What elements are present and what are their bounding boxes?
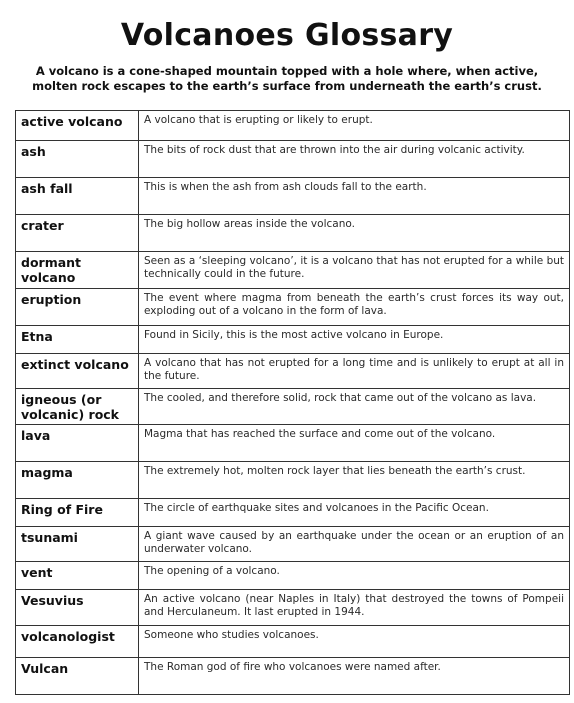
glossary-term: Etna	[16, 326, 139, 354]
glossary-row	[16, 111, 570, 141]
glossary-definition: A volcano that has not erupted for a long time and is unlikely to erupt at all in the future.	[139, 354, 570, 389]
glossary-term: igneous (or volcanic) rock	[16, 389, 139, 425]
glossary-row	[16, 141, 570, 178]
glossary-definition: The extremely hot, molten rock layer that lies beneath the earth’s crust.	[139, 462, 570, 499]
glossary-row	[16, 499, 570, 527]
glossary-row	[16, 527, 570, 562]
glossary-term: Ring of Fire	[16, 499, 139, 527]
glossary-definition: Someone who studies volcanoes.	[139, 626, 570, 658]
glossary-definition: Magma that has reached the surface and come out of the volcano.	[139, 425, 570, 462]
glossary-definition: The Roman god of fire who volcanoes were named after.	[139, 658, 570, 695]
glossary-definition: The circle of earthquake sites and volcanoes in the Pacific Ocean.	[139, 499, 570, 527]
glossary-definition: A giant wave caused by an earthquake under the ocean or an eruption of an underwater volcano.	[139, 527, 570, 562]
glossary-row	[16, 215, 570, 252]
glossary-term: ash	[16, 141, 139, 178]
page-title: Volcanoes Glossary	[120, 18, 454, 53]
glossary-definition: The big hollow areas inside the volcano.	[139, 215, 570, 252]
glossary-row	[16, 626, 570, 658]
glossary-definition: The bits of rock dust that are thrown into the air during volcanic activity.	[139, 141, 570, 178]
glossary-definition: An active volcano (near Naples in Italy) that destroyed the towns of Pompeii and Herculaneum. It last erupted in 1944.	[139, 590, 570, 626]
glossary-table	[15, 110, 570, 695]
glossary-definition: Found in Sicily, this is the most active volcano in Europe.	[139, 326, 570, 354]
glossary-row	[16, 590, 570, 626]
glossary-term: active volcano	[16, 111, 139, 141]
glossary-row	[16, 252, 570, 289]
glossary-term: Vulcan	[16, 658, 139, 695]
glossary-term: extinct volcano	[16, 354, 139, 389]
page-subtitle: A volcano is a cone-shaped mountain topped with a hole where, when active, molten rock escapes to the earth’s surface from underneath the earth’s crust.	[32, 64, 542, 93]
glossary-definition: Seen as a ‘sleeping volcano’, it is a volcano that has not erupted for a while but technically could in the future.	[139, 252, 570, 289]
glossary-definition: A volcano that is erupting or likely to erupt.	[139, 111, 570, 141]
glossary-term: eruption	[16, 289, 139, 326]
glossary-row	[16, 289, 570, 326]
glossary-term: magma	[16, 462, 139, 499]
glossary-row	[16, 462, 570, 499]
glossary-row	[16, 562, 570, 590]
glossary-term: vent	[16, 562, 139, 590]
glossary-row	[16, 326, 570, 354]
glossary-term: dormant volcano	[16, 252, 139, 289]
glossary-row	[16, 354, 570, 389]
glossary-definition: The cooled, and therefore solid, rock that came out of the volcano as lava.	[139, 389, 570, 425]
glossary-term: Vesuvius	[16, 590, 139, 626]
glossary-term: volcanologist	[16, 626, 139, 658]
glossary-term: lava	[16, 425, 139, 462]
glossary-definition: This is when the ash from ash clouds fall to the earth.	[139, 178, 570, 215]
glossary-row	[16, 178, 570, 215]
glossary-term: tsunami	[16, 527, 139, 562]
glossary-row	[16, 389, 570, 425]
glossary-row	[16, 658, 570, 695]
glossary-row	[16, 425, 570, 462]
glossary-definition: The opening of a volcano.	[139, 562, 570, 590]
glossary-term: crater	[16, 215, 139, 252]
glossary-term: ash fall	[16, 178, 139, 215]
glossary-definition: The event where magma from beneath the earth’s crust forces its way out, exploding out of a volcano in the form of lava.	[139, 289, 570, 326]
